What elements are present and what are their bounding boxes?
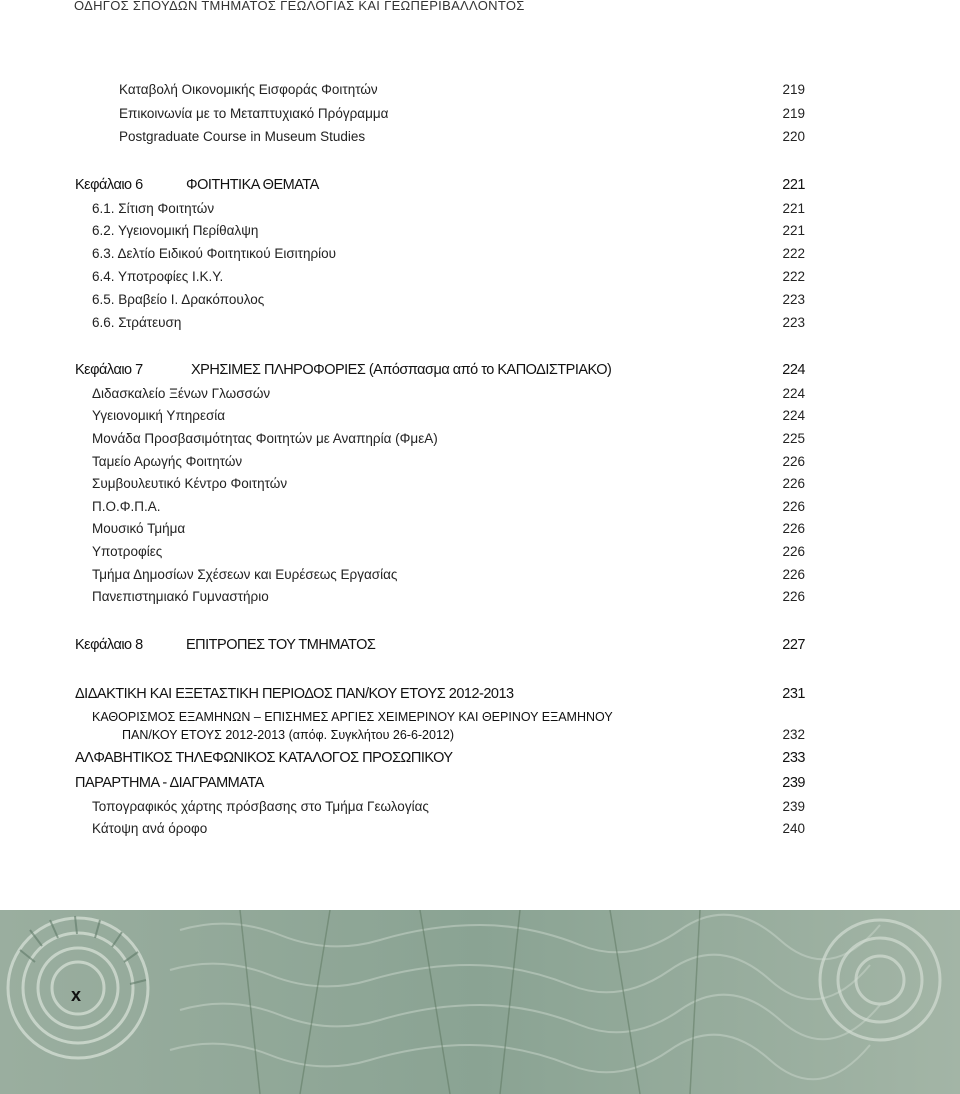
- toc-entry[interactable]: [0, 497, 960, 517]
- toc-entry[interactable]: [0, 565, 960, 585]
- chapter-title: ΧΡΗΣΙΜΕΣ ΠΛΗΡΟΦΟΡΙΕΣ (Απόσπασμα από το ΚΑΠΟΔΙΣΤΡΙΑΚΟ): [191, 362, 612, 378]
- toc-entry[interactable]: [0, 797, 960, 817]
- toc-entry-label: Συμβουλευτικό Κέντρο Φοιτητών: [92, 476, 288, 491]
- section-title: ΠΑΡΑΡΤΗΜΑ - ΔΙΑΓΡΑΜΜΑΤΑ: [75, 775, 264, 791]
- toc-entry-page: 223: [782, 315, 805, 330]
- toc-entry-page: 232: [782, 727, 805, 742]
- toc-entry-label: 6.1. Σίτιση Φοιτητών: [92, 201, 215, 216]
- toc-entry-label: Postgraduate Course in Museum Studies: [119, 129, 366, 144]
- section-title: ΔΙΔΑΚΤΙΚΗ ΚΑΙ ΕΞΕΤΑΣΤΙΚΗ ΠΕΡΙΟΔΟΣ ΠΑΝ/ΚΟΥ ΕΤΟΥΣ 2012-2013: [75, 686, 514, 702]
- chapter-heading[interactable]: [0, 635, 960, 655]
- toc-entry[interactable]: [0, 542, 960, 562]
- toc-entry-label: Υποτροφίες: [92, 544, 163, 559]
- toc-entry[interactable]: [0, 290, 960, 310]
- toc-entry-label: Τμήμα Δημοσίων Σχέσεων και Ευρέσεως Εργασίας: [92, 567, 398, 582]
- chapter-title: ΕΠΙΤΡΟΠΕΣ ΤΟΥ ΤΜΗΜΑΤΟΣ: [186, 637, 376, 653]
- toc-entry[interactable]: [0, 587, 960, 607]
- toc-entry-page: 224: [782, 386, 805, 401]
- toc-entry-label: Μονάδα Προσβασιμότητας Φοιτητών με Αναπηρία (ΦμεΑ): [92, 431, 438, 446]
- toc-entry-page: 219: [782, 106, 805, 121]
- toc-entry-label: Καταβολή Οικονομικής Εισφοράς Φοιτητών: [119, 82, 378, 97]
- toc-entry-page: 224: [782, 408, 805, 423]
- toc-entry[interactable]: [0, 313, 960, 333]
- toc-entry-label: Υγειονομική Υπηρεσία: [92, 408, 226, 423]
- toc-entry-page: 226: [782, 589, 805, 604]
- section-title: ΑΛΦΑΒΗΤΙΚΟΣ ΤΗΛΕΦΩΝΙΚΟΣ ΚΑΤΑΛΟΓΟΣ ΠΡΟΣΩΠΙΚΟΥ: [75, 750, 453, 766]
- toc-entry[interactable]: [0, 429, 960, 449]
- chapter-number: Κεφάλαιο 8: [75, 637, 143, 653]
- toc-entry-label: 6.5. Βραβείο Ι. Δρακόπουλος: [92, 292, 265, 307]
- toc-entry-page: 221: [782, 201, 805, 216]
- section-heading[interactable]: [0, 684, 960, 704]
- running-header: ΟΔΗΓΟΣ ΣΠΟΥΔΩΝ ΤΜΗΜΑΤΟΣ ΓΕΩΛΟΓΙΑΣ ΚΑΙ ΓΕΩΠΕΡΙΒΑΛΛΟΝΤΟΣ: [74, 0, 525, 13]
- section-page: 239: [782, 775, 805, 791]
- section-heading[interactable]: [0, 773, 960, 793]
- toc-entry-label-line1: ΚΑΘΟΡΙΣΜΟΣ ΕΞΑΜΗΝΩΝ – ΕΠΙΣΗΜΕΣ ΑΡΓΙΕΣ ΧΕΙΜΕΡΙΝΟΥ ΚΑΙ ΘΕΡΙΝΟΥ ΕΞΑΜΗΝΟΥ: [92, 710, 613, 724]
- toc-entry-label: Επικοινωνία με το Μεταπτυχιακό Πρόγραμμα: [119, 106, 389, 121]
- toc-entry-page: 222: [782, 269, 805, 284]
- chapter-heading[interactable]: [0, 360, 960, 380]
- toc-entry-page: 220: [782, 129, 805, 144]
- toc-entry-label: 6.2. Υγειονομική Περίθαλψη: [92, 223, 259, 238]
- toc-entry-page: 239: [782, 799, 805, 814]
- chapter-page: 221: [782, 177, 805, 193]
- toc-entry-page: 240: [782, 821, 805, 836]
- toc-entry-label: Κάτοψη ανά όροφο: [92, 821, 208, 836]
- toc-entry[interactable]: [0, 452, 960, 472]
- fossil-texture-band: [0, 910, 960, 1094]
- toc-entry-label: 6.4. Υποτροφίες Ι.Κ.Υ.: [92, 269, 224, 284]
- toc-entry-label: Ταμείο Αρωγής Φοιτητών: [92, 454, 243, 469]
- toc-entry-label-line2: ΠΑΝ/ΚΟΥ ΕΤΟΥΣ 2012-2013 (απόφ. Συγκλήτου 26-6-2012): [122, 728, 455, 742]
- chapter-page: 227: [782, 637, 805, 653]
- toc-entry-label: 6.6. Στράτευση: [92, 315, 182, 330]
- toc-entry-page: 221: [782, 223, 805, 238]
- fossil-texture-image: [0, 910, 960, 1094]
- toc-entry-label: Πανεπιστημιακό Γυμναστήριο: [92, 589, 269, 604]
- toc-entry[interactable]: [0, 244, 960, 264]
- chapter-number: Κεφάλαιο 6: [75, 177, 143, 193]
- toc-entry[interactable]: [0, 384, 960, 404]
- toc-entry-label: Τοπογραφικός χάρτης πρόσβασης στο Τμήμα Γεωλογίας: [92, 799, 429, 814]
- toc-entry[interactable]: [0, 104, 960, 124]
- toc-entry-page: 219: [782, 82, 805, 97]
- toc-entry-page: 222: [782, 246, 805, 261]
- toc-entry[interactable]: [0, 199, 960, 219]
- toc-entry-page: 226: [782, 567, 805, 582]
- toc-entry-page: 226: [782, 499, 805, 514]
- section-heading[interactable]: [0, 748, 960, 768]
- toc-entry[interactable]: [0, 519, 960, 539]
- chapter-heading[interactable]: [0, 175, 960, 195]
- toc-entry-page: 226: [782, 476, 805, 491]
- toc-entry[interactable]: [0, 406, 960, 426]
- toc-entry-page: 223: [782, 292, 805, 307]
- chapter-page: 224: [782, 362, 805, 378]
- page-number: x: [71, 985, 82, 1005]
- toc-entry[interactable]: [0, 221, 960, 241]
- toc-entry-page-row: [0, 725, 960, 745]
- section-page: 231: [782, 686, 805, 702]
- toc-entry-label: Π.Ο.Φ.Π.Α.: [92, 499, 161, 514]
- toc-entry[interactable]: [0, 127, 960, 147]
- chapter-title: ΦΟΙΤΗΤΙΚΑ ΘΕΜΑΤΑ: [186, 177, 319, 193]
- toc-entry[interactable]: [0, 474, 960, 494]
- toc-entry-label: Μουσικό Τμήμα: [92, 521, 186, 536]
- chapter-number: Κεφάλαιο 7: [75, 362, 143, 378]
- toc-entry-label: Διδασκαλείο Ξένων Γλωσσών: [92, 386, 271, 401]
- toc-entry[interactable]: [0, 267, 960, 287]
- section-page: 233: [782, 750, 805, 766]
- toc-entry-page: 226: [782, 544, 805, 559]
- toc-entry-page: 226: [782, 521, 805, 536]
- toc-entry[interactable]: [0, 80, 960, 100]
- toc-entry-page: 225: [782, 431, 805, 446]
- toc-entry-label: 6.3. Δελτίο Ειδικού Φοιτητικού Εισιτηρίου: [92, 246, 337, 261]
- toc-entry-page: 226: [782, 454, 805, 469]
- toc-entry[interactable]: [0, 819, 960, 839]
